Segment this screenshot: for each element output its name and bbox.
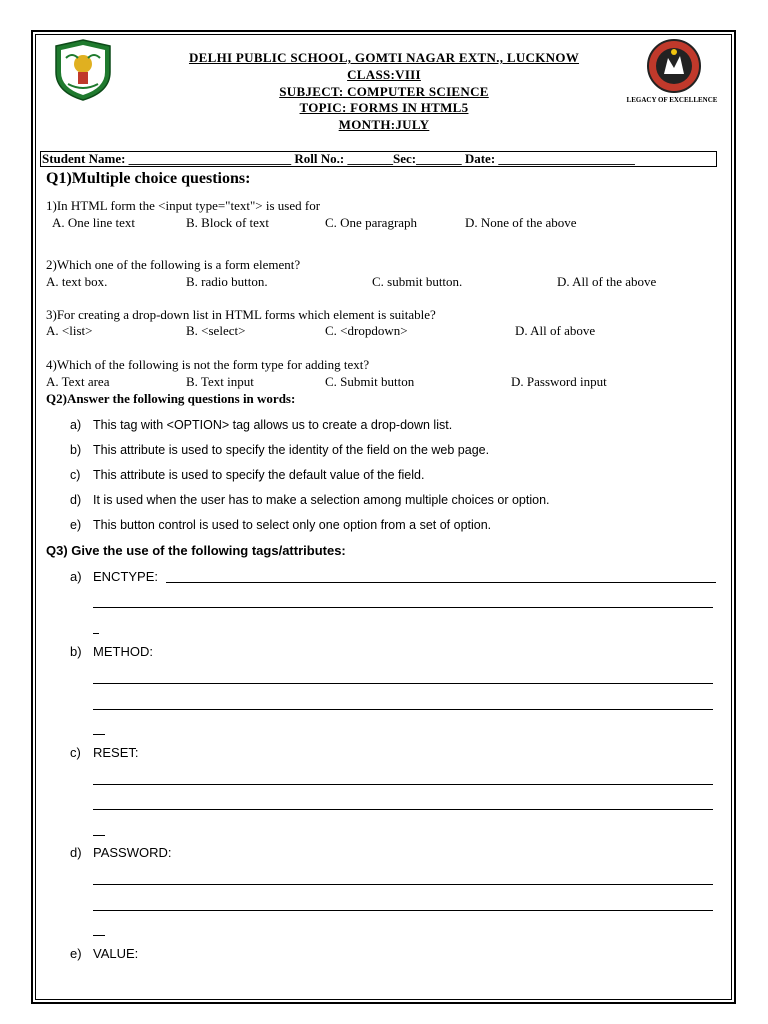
q3-item-c-marker: c) xyxy=(70,745,81,760)
q2-item-d-text: It is used when the user has to make a selection among multiple choices or option. xyxy=(93,493,550,507)
answer-line[interactable] xyxy=(93,709,713,710)
q1-2-option-b: B. radio button. xyxy=(186,274,268,289)
answer-line-stub xyxy=(93,734,105,735)
q3-title: Q3) Give the use of the following tags/attributes: xyxy=(46,543,346,558)
school-name: DELHI PUBLIC SCHOOL, GOMTI NAGAR EXTN., LUCKNOW xyxy=(188,50,580,65)
q3-item-a-marker: a) xyxy=(70,569,82,584)
q1-question-2: 2)Which one of the following is a form element? xyxy=(46,257,301,272)
answer-line-stub xyxy=(93,935,105,936)
q2-item-b-text: This attribute is used to specify the identity of the field on the web page. xyxy=(93,443,490,457)
q1-4-option-a: A. Text area xyxy=(46,374,110,389)
q1-question-1: 1)In HTML form the <input type="text"> is used for xyxy=(46,198,321,213)
q2-item-a-marker: a) xyxy=(70,418,82,432)
q1-4-option-b: B. Text input xyxy=(186,374,254,389)
q1-1-option-a: A. One line text xyxy=(52,215,136,230)
q1-4-option-d: D. Password input xyxy=(511,374,607,389)
q1-3-option-a: A. <list> xyxy=(46,323,93,338)
q2-item-c-marker: c) xyxy=(70,468,81,482)
q1-title: Q1)Multiple choice questions: xyxy=(46,170,251,187)
q2-item-c-text: This attribute is used to specify the default value of the field. xyxy=(93,468,425,482)
legacy-caption: LEGACY OF EXCELLENCE xyxy=(626,96,718,104)
q1-2-option-c: C. submit button. xyxy=(372,274,463,289)
q3-item-b-label: METHOD: xyxy=(93,644,153,659)
topic-line: TOPIC: FORMS IN HTML5 xyxy=(299,100,469,115)
q1-4-option-c: C. Submit button xyxy=(325,374,415,389)
q1-3-option-c: C. <dropdown> xyxy=(325,323,408,338)
q2-item-e-text: This button control is used to select only one option from a set of option. xyxy=(93,518,492,532)
answer-line-stub xyxy=(93,835,105,836)
q1-2-option-d: D. All of the above xyxy=(557,274,657,289)
q1-3-option-b: B. <select> xyxy=(186,323,246,338)
q3-item-e-label: VALUE: xyxy=(93,946,139,961)
answer-line-stub xyxy=(93,633,99,634)
month-line: MONTH:JULY xyxy=(338,117,430,132)
q2-item-d-marker: d) xyxy=(70,493,82,507)
q1-1-option-c: C. One paragraph xyxy=(325,215,418,230)
answer-line[interactable] xyxy=(93,884,713,885)
q1-1-option-b: B. Block of text xyxy=(186,215,270,230)
q1-2-option-a: A. text box. xyxy=(46,274,108,289)
q1-question-4: 4)Which of the following is not the form type for adding text? xyxy=(46,357,370,372)
q3-item-b-marker: b) xyxy=(70,644,82,659)
answer-line[interactable] xyxy=(93,683,713,684)
q1-question-3: 3)For creating a drop-down list in HTML forms which element is suitable? xyxy=(46,307,436,322)
q3-item-e-marker: e) xyxy=(70,946,82,961)
q3-item-a-label: ENCTYPE: xyxy=(93,569,159,584)
subject-line: SUBJECT: COMPUTER SCIENCE xyxy=(279,84,489,99)
q3-item-d-marker: d) xyxy=(70,845,82,860)
q1-3-option-d: D. All of above xyxy=(515,323,596,338)
q3-item-c-label: RESET: xyxy=(93,745,139,760)
answer-line[interactable] xyxy=(93,910,713,911)
answer-line[interactable] xyxy=(93,607,713,608)
answer-line[interactable] xyxy=(93,809,713,810)
answer-line[interactable] xyxy=(93,784,713,785)
q2-title: Q2)Answer the following questions in words: xyxy=(46,391,296,406)
class-line: CLASS:VIII xyxy=(347,67,421,82)
q3-item-d-label: PASSWORD: xyxy=(93,845,172,860)
q2-item-e-marker: e) xyxy=(70,518,82,532)
q2-item-b-marker: b) xyxy=(70,443,82,457)
q1-1-option-d: D. None of the above xyxy=(465,215,577,230)
q2-item-a-text: This tag with <OPTION> tag allows us to create a drop-down list. xyxy=(93,418,453,432)
answer-line[interactable] xyxy=(166,582,716,583)
student-info-box: Student Name: _________________________ Roll No.: _______Sec:_______ Date: _____________________ xyxy=(40,151,717,167)
